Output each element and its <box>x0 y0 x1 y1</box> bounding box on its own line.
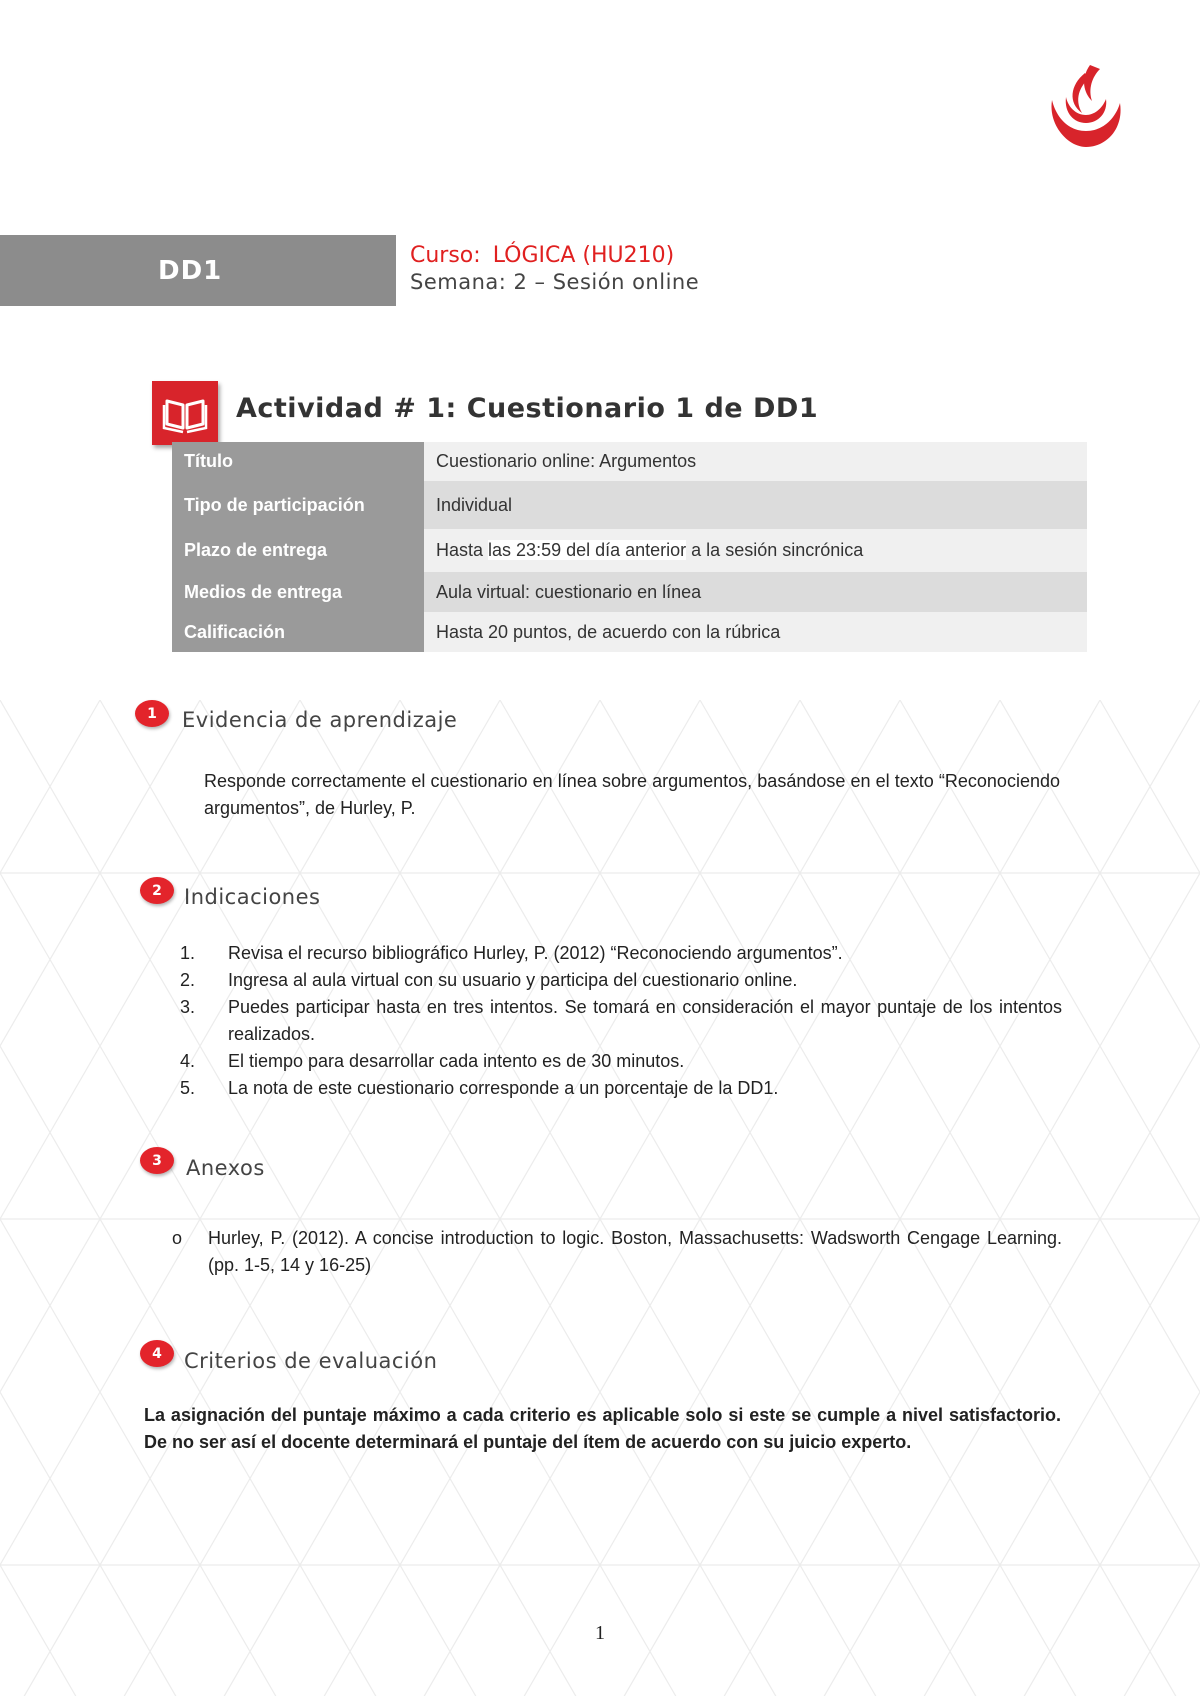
list-number: 5. <box>180 1078 196 1098</box>
section-title-instructions: Indicaciones <box>184 885 321 909</box>
list-number: 2. <box>180 970 196 990</box>
section-number-badge: 1 <box>135 700 169 727</box>
list-bullet: o <box>172 1228 183 1248</box>
section-number-badge: 4 <box>140 1340 174 1367</box>
evidence-text: Responde correctamente el cuestionario en línea sobre argumentos, basándose en el texto “Reconociendo argumentos”, de Hurley, P. <box>204 771 1060 818</box>
list-number: 1. <box>180 943 196 963</box>
section-title-evidence: Evidencia de aprendizaje <box>182 708 458 732</box>
row-label: Tipo de participación <box>172 481 424 529</box>
section-number-badge: 3 <box>140 1147 174 1174</box>
list-item <box>180 994 1062 1048</box>
list-text: La nota de este cuestionario corresponde a un porcentaje de la DD1. <box>228 1078 779 1098</box>
deadline-highlight: las 23:59 del día anterior <box>488 540 687 560</box>
annex-item <box>172 1225 1062 1279</box>
section-title-criteria: Criterios de evaluación <box>184 1349 438 1373</box>
activity-info-table <box>172 442 1087 652</box>
deadline-part: Hasta <box>436 540 489 560</box>
course-label: Curso: <box>410 243 481 268</box>
list-text: Revisa el recurso bibliográfico Hurley, P. (2012) “Reconociendo argumentos”. <box>228 943 843 963</box>
annex-reference: Hurley, P. (2012). A concise introduction to logic. Boston, Massachusetts: Wadsworth Cengage Learning. (pp. 1-5, 14 y 16-25) <box>208 1228 1062 1275</box>
week-session: Semana: 2 – Sesión online <box>410 270 700 294</box>
table-row <box>172 442 1087 481</box>
criteria-text: La asignación del puntaje máximo a cada criterio es aplicable solo si este se cumple a nivel satisfactorio. De no ser así el docente determinará el puntaje del ítem de acuerdo con su juicio experto. <box>144 1405 1061 1452</box>
row-label: Calificación <box>172 612 424 652</box>
row-label: Título <box>172 442 424 481</box>
list-item <box>180 1048 1062 1075</box>
instructions-list <box>180 940 1062 1102</box>
row-value: Cuestionario online: Argumentos <box>424 442 1087 481</box>
row-value: Hasta 20 puntos, de acuerdo con la rúbrica <box>424 612 1087 652</box>
course-code-band <box>0 235 396 306</box>
row-value <box>424 529 1087 572</box>
table-row <box>172 481 1087 529</box>
list-text: Ingresa al aula virtual con su usuario y participa del cuestionario online. <box>228 970 798 990</box>
row-label: Plazo de entrega <box>172 529 424 572</box>
deadline-part: a la sesión sincrónica <box>686 540 864 560</box>
row-value: Aula virtual: cuestionario en línea <box>424 572 1087 612</box>
row-value: Individual <box>424 481 1087 529</box>
open-book-icon <box>152 381 218 445</box>
list-text: Puedes participar hasta en tres intentos. Se tomará en consideración el mayor puntaje de los intentos realizados. <box>228 997 1062 1044</box>
list-item <box>180 967 1062 994</box>
table-row <box>172 572 1087 612</box>
section-title-annexes: Anexos <box>186 1156 265 1180</box>
table-row <box>172 529 1087 572</box>
course-line <box>410 243 674 268</box>
row-label: Medios de entrega <box>172 572 424 612</box>
university-logo <box>1040 55 1130 155</box>
page-number: 1 <box>595 1622 605 1644</box>
table-row <box>172 612 1087 652</box>
activity-title: Actividad # 1: Cuestionario 1 de DD1 <box>236 393 819 424</box>
list-item <box>180 940 1062 967</box>
activity-icon-box <box>152 381 218 445</box>
list-item <box>180 1075 1062 1102</box>
list-number: 4. <box>180 1051 196 1071</box>
course-name: LÓGICA (HU210) <box>492 243 675 268</box>
section-number-badge: 2 <box>140 877 174 904</box>
list-number: 3. <box>180 997 196 1017</box>
course-code: DD1 <box>158 255 223 286</box>
list-text: El tiempo para desarrollar cada intento es de 30 minutos. <box>228 1051 685 1071</box>
